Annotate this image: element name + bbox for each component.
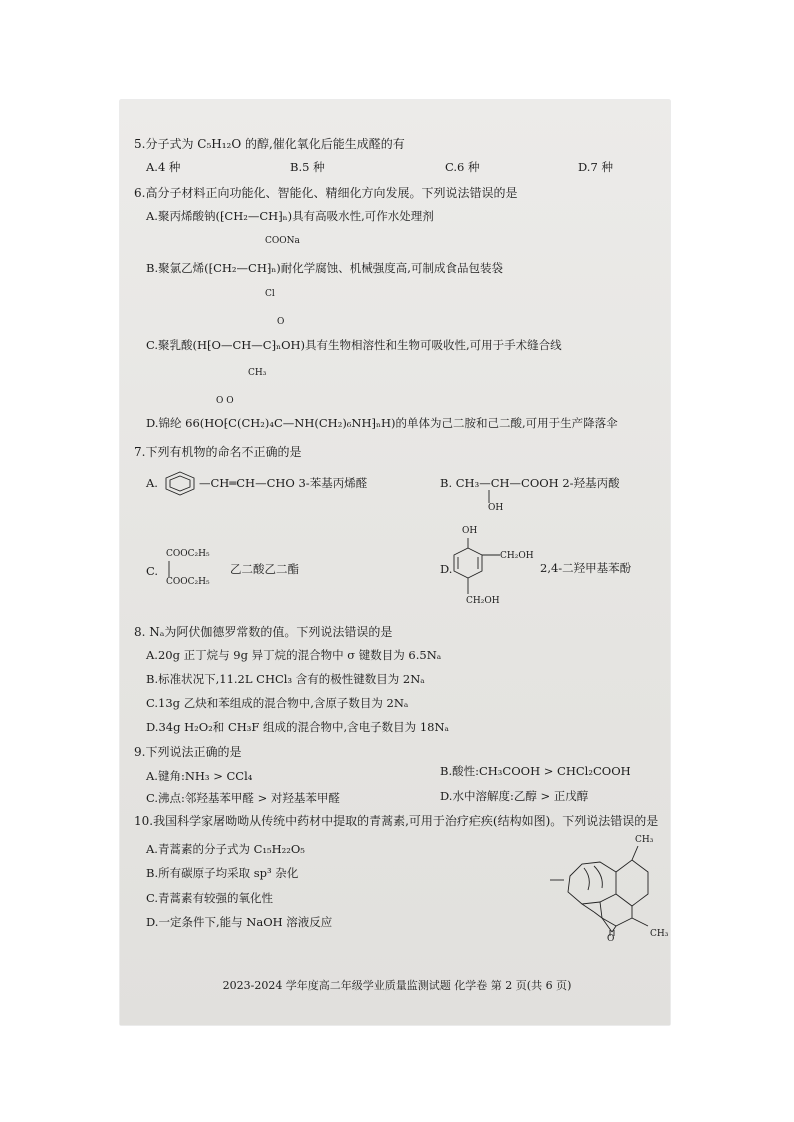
phenol-ring-icon [452,536,504,598]
q6-option-b: B.聚氯乙烯(⁅CH₂—CH⁆ₙ)耐化学腐蚀、机械强度高,可制成食品包装袋 [146,261,503,275]
q7-c-bottom: COOC₂H₅ [166,577,210,587]
q7-option-b: B. CH₃—CH—COOH 2-羟基丙酸 [440,476,620,490]
q7-a-label: A. [146,476,158,490]
q10-stem: 10.我国科学家屠呦呦从传统中药材中提取的青蒿素,可用于治疗疟疾(结构如图)。下列说法错误的是 [134,814,659,828]
q5-option-d: D.7 种 [578,160,613,174]
q7-d-hydroxyl: OH [462,526,478,536]
q6-option-a: A.聚丙烯酸钠(⁅CH₂—CH⁆ₙ)具有高吸水性,可作水处理剂 [146,209,434,223]
q10-option-c: C.青蒿素有较强的氧化性 [146,891,274,905]
benzene-ring-icon [160,470,200,496]
q7-d-ch2oh-right: CH₂OH [500,551,534,561]
q5-option-c: C.6 种 [445,160,480,174]
q7-c-name: 乙二酸乙二酯 [230,562,299,576]
artemisinin-structure-icon [548,846,658,942]
q7-d-label: D. [440,562,453,576]
q10-option-a: A.青蒿素的分子式为 C₁₅H₂₂O₅ [146,842,305,856]
q10-option-d: D.一定条件下,能与 NaOH 溶液反应 [146,915,333,929]
q7-d-ch2oh-bottom: CH₂OH [466,596,500,606]
q7-b-substituent: OH [488,503,504,513]
q8-option-a: A.20g 正丁烷与 9g 异丁烷的混合物中 σ 键数目为 6.5Nₐ [146,648,442,662]
q9-option-c: C.沸点:邻羟基苯甲醛 > 对羟基苯甲醛 [146,791,340,805]
q8-option-c: C.13g 乙炔和苯组成的混合物中,含原子数目为 2Nₐ [146,696,409,710]
q5-option-b: B.5 种 [290,160,325,174]
q6-option-d: D.锦纶 66(HO⁅C(CH₂)₄C—NH(CH₂)₆NH⁆ₙH)的单体为己二胺和己二酸,可用于生产降落伞 [146,416,618,430]
q6-a-substituent: COONa [265,236,300,246]
q6-option-c: C.聚乳酸(H⁅O—CH—C⁆ₙOH)具有生物相溶性和生物可吸收性,可用于手术缝合线 [146,338,562,352]
q9-stem: 9.下列说法正确的是 [134,745,242,759]
q6-stem: 6.高分子材料正向功能化、智能化、精细化方向发展。下列说法错误的是 [134,186,518,200]
q8-option-d: D.34g H₂O₂和 CH₃F 组成的混合物中,含电子数目为 18Nₐ [146,720,449,734]
q9-option-d: D.水中溶解度:乙醇 > 正戊醇 [440,789,589,803]
artemisinin-ch3-top: CH₃ [635,835,654,845]
q8-option-b: B.标准状况下,11.2L CHCl₃ 含有的极性键数目为 2Nₐ [146,672,425,686]
q5-stem: 5.分子式为 C₅H₁₂O 的醇,催化氧化后能生成醛的有 [134,137,405,151]
q7-c-top: COOC₂H₅ [166,549,210,559]
q8-stem: 8. Nₐ为阿伏伽德罗常数的值。下列说法错误的是 [134,625,393,639]
page-footer: 2023-2024 学年度高二年级学业质量监测试题 化学卷 第 2 页(共 6 页) [222,979,572,992]
q7-c-bond [166,560,172,578]
q5-option-a: A.4 种 [146,160,181,174]
q9-option-b: B.酸性:CH₃COOH > CHCl₂COOH [440,764,631,778]
q10-option-b: B.所有碳原子均采取 sp³ 杂化 [146,866,299,880]
q7-b-bond [486,490,492,504]
artemisinin-ch3-right: CH₃ [650,929,669,939]
q9-option-a: A.键角:NH₃ > CCl₄ [146,769,253,783]
q7-a-formula: —CH═CH—CHO 3-苯基丙烯醛 [199,476,368,490]
q6-b-substituent: Cl [265,289,275,299]
q7-d-name: 2,4-二羟甲基苯酚 [540,561,632,575]
artemisinin-carbonyl-o: O [607,934,615,944]
q6-c-carbonyl: O [277,317,285,327]
q7-stem: 7.下列有机物的命名不正确的是 [134,445,302,459]
q6-c-substituent: CH₃ [248,368,267,378]
q7-c-label: C. [146,564,159,578]
q6-d-carbonyls: O O [216,396,234,406]
